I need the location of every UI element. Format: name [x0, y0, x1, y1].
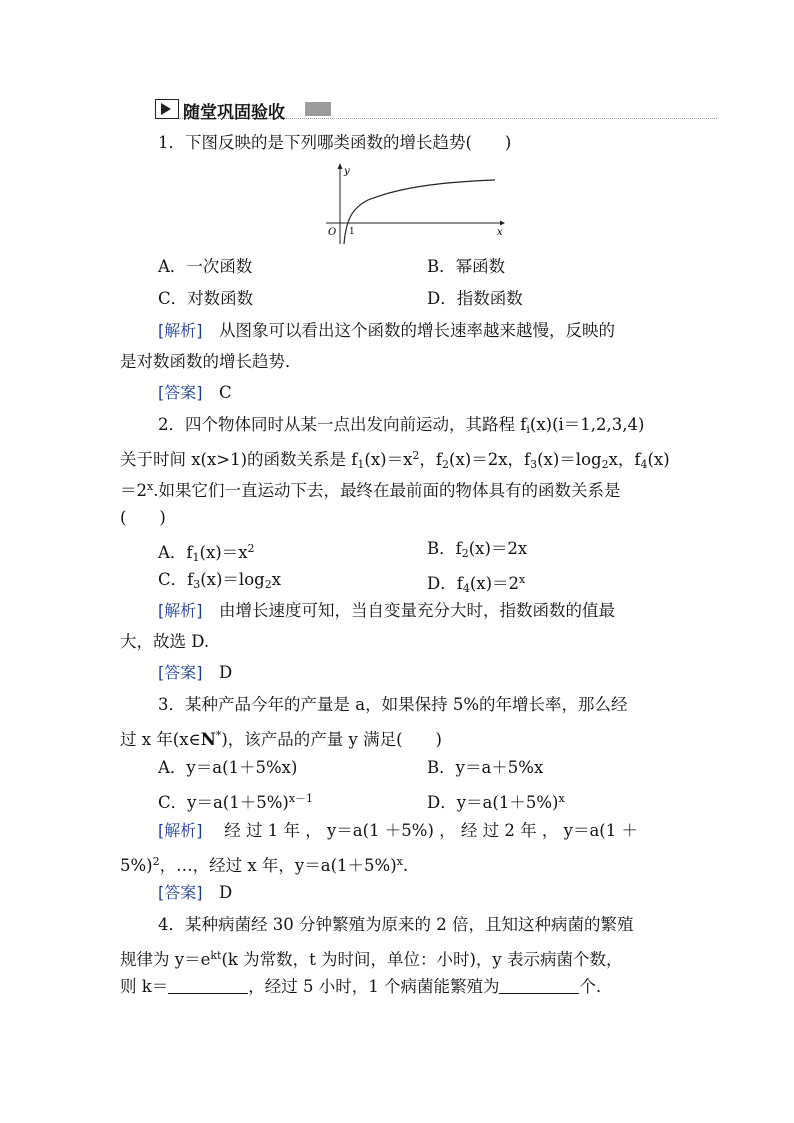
q2-line1-sub: i	[526, 423, 530, 436]
q3-analysis-line1: [解析] 经 过 1 年 ， y＝a(1 ＋5%) ， 经 过 2 年 ， y＝a(1 ＋	[158, 821, 638, 840]
q3-answer	[158, 882, 232, 904]
graph-x-label: x	[497, 227, 503, 238]
analysis-tag: [解析]	[158, 601, 203, 620]
q4-line2: 规律为 $y=e^{kt}(k$ 为常数，t 为时间，单位：小时)，y 表示病菌个数，	[120, 949, 623, 969]
answer-blank-1[interactable]	[168, 977, 248, 994]
graph-y-label: y	[344, 166, 350, 177]
q2-answer	[158, 662, 232, 684]
play-arrow-icon	[155, 99, 179, 119]
q3-line2: 过 x 年(x∈N*)，该产品的产量 y 满足( )	[120, 729, 442, 749]
q1-analysis-line2: 是对数函数的增长趋势．	[120, 352, 302, 371]
q1-option-d: D．指数函数	[427, 289, 523, 308]
q2-line3: $=2^x$.如果它们一直运动下去，最终在最前面的物体具有的函数关系是	[120, 480, 621, 500]
q3-analysis-line2: 5%)$^2$，…，经过 x 年，$y=a(1+5\%)^x$.	[120, 855, 409, 875]
graph-tick-label: 1	[349, 227, 355, 237]
analysis-text: 由增长速度可知，当自变量充分大时，指数函数的值最	[219, 601, 615, 620]
answer-value: D	[219, 663, 233, 682]
analysis-text: 从图象可以看出这个函数的增长速率越来越慢，反映的	[219, 321, 615, 340]
q2-line2: 关于时间 x(x>1)的函数关系是 $f_1(x)=x^2$，$f_2(x)=2x$，$f_3(x)=\log_2x$，$f_4(x)$	[120, 449, 670, 471]
q4-line3: 则 k＝ ，经过 5 小时，1 个病菌能繁殖为 个．	[120, 977, 613, 996]
answer-tag: [答案]	[158, 383, 203, 402]
q2-option-c: C．$f_3(x)=\log_2x$	[158, 570, 281, 591]
q2-line1-text: 2．四个物体同时从某一点出发向前运动，其路程 f	[158, 415, 527, 434]
q1-option-c: C．对数函数	[158, 289, 254, 308]
q1-stem: 1．下图反映的是下列哪类函数的增长趋势( )	[158, 133, 512, 152]
q1-analysis-line1	[158, 320, 615, 342]
graph-origin-label: O	[328, 227, 337, 238]
q1-option-a: A．一次函数	[158, 257, 253, 276]
q1-option-b: B．幂函数	[427, 257, 506, 276]
analysis-tag: [解析]	[158, 321, 203, 340]
answer-tag: [答案]	[158, 663, 203, 682]
q2-analysis-line2: 大，故选 D.	[120, 632, 210, 651]
analysis-tag: [解析]	[158, 821, 203, 840]
q2-option-a: A．$f_1(x)=x^2$	[158, 542, 255, 564]
section-header	[155, 98, 717, 123]
q2-option-d: D．$f_4(x)=2^x$	[427, 573, 526, 595]
q2-line4: ( )	[120, 508, 166, 527]
answer-blank-2[interactable]	[499, 977, 579, 994]
q3-option-d: D．$y=a(1+5\%)^x$	[427, 792, 565, 812]
q2-option-b: B．$f_2(x)=2x$	[427, 539, 528, 560]
q1-log-graph	[318, 160, 508, 248]
q3-line1: 3．某种产品今年的产量是 a，如果保持 5%的年增长率，那么经	[158, 695, 628, 714]
answer-tag: [答案]	[158, 883, 203, 902]
q3-option-b: B．y＝a＋5%x	[427, 758, 544, 777]
q2-analysis-line1	[158, 600, 615, 622]
q3-option-a: A．y＝a(1＋5%x)	[158, 758, 298, 777]
q2-line1-end: (x)(i＝1,2,3,4)	[529, 415, 645, 434]
q3-option-c: C．$y=a(1+5\%)^{x-1}$	[158, 792, 314, 812]
answer-value: D	[219, 883, 233, 902]
q4-line1: 4．某种病菌经 30 分钟繁殖为原来的 2 倍，且知这种病菌的繁殖	[158, 915, 634, 934]
q1-answer	[158, 382, 232, 404]
header-gray-block	[305, 102, 331, 116]
q2-line1	[158, 414, 644, 441]
section-title: 随堂巩固验收	[183, 103, 285, 123]
answer-value: C	[219, 383, 232, 402]
